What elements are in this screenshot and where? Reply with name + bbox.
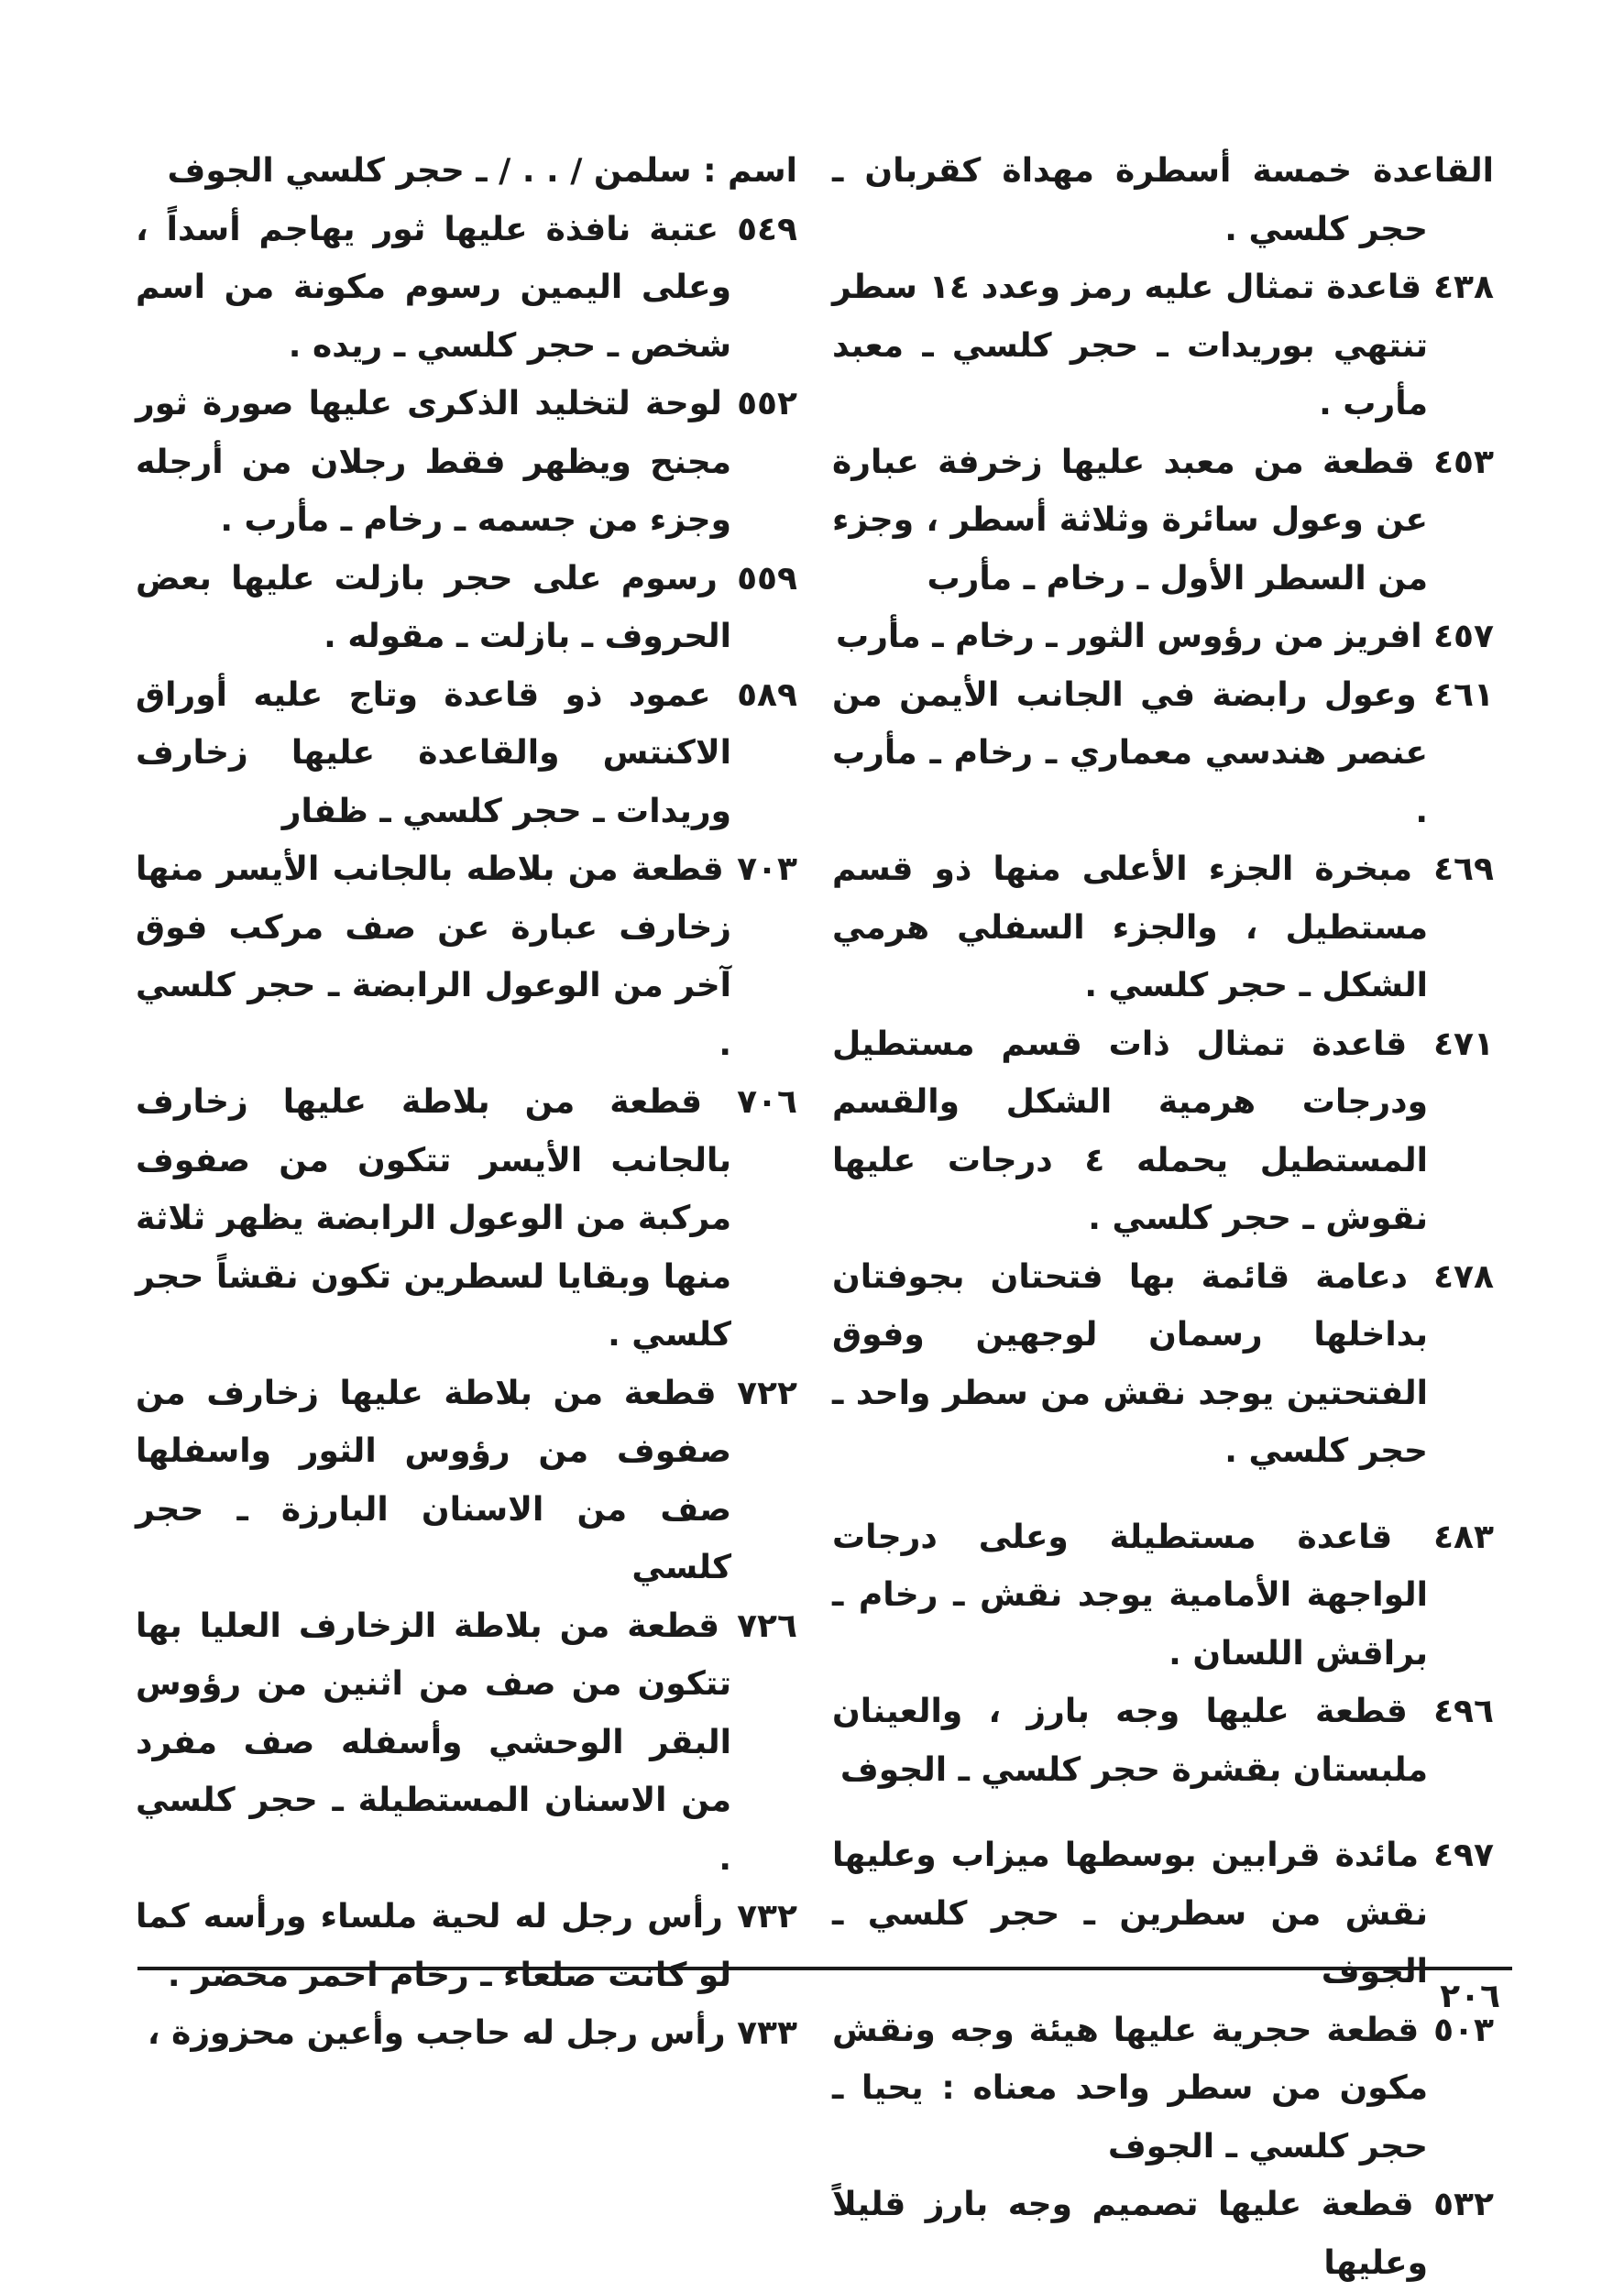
catalog-entry: ٤٨٣ قاعدة مستطيلة وعلى درجات الواجهة الأمامية يوجد نقش ـ رخام ـ براقش اللسان .	[832, 1518, 1494, 1672]
catalog-entry: ٤٥٧ افريز من رؤوس الثور ـ رخام ـ مأرب	[836, 618, 1494, 655]
catalog-entry: ٤٩٦ قطعة عليها وجه بارز ، والعينان ملبستان بقشرة حجر كلسي ـ الجوف	[832, 1693, 1494, 1789]
footer-divider	[137, 1967, 1512, 1970]
catalog-entry: ٧٣٣ رأس رجل له حاجب وأعين محزوزة ،	[147, 2014, 797, 2052]
catalog-entry: ٧٢٦ قطعة من بلاطة الزخارف العليا بها تتكون من صف من اثنين من رؤوس البقر الوحشي وأسفله صف مفرد من الاسنان المستطيلة ـ حجر كلسي .	[136, 1607, 797, 1878]
catalog-entry: ٤٦١ وعول رابضة في الجانب الأيمن من عنصر هندسي معماري ـ رخام ـ مأرب .	[832, 675, 1494, 830]
left-text-column	[136, 142, 797, 2063]
catalog-entry: ٧٠٣ قطعة من بلاطه بالجانب الأيسر منها زخارف عبارة عن صف مركب فوق آخر من الوعول الرابضة ـ حجر كلسي .	[136, 850, 797, 1063]
catalog-entry: القاعدة خمسة أسطرة مهداة كقربان ـ حجر كلسي .	[832, 152, 1494, 248]
catalog-entry: ٤٧١ قاعدة تمثال ذات قسم مستطيل ودرجات هرمية الشكل والقسم المستطيل يحمله ٤ درجات عليها نقوش ـ حجر كلسي .	[832, 1025, 1494, 1237]
catalog-entry: ٧٣٢ رأس رجل له لحية ملساء ورأسه كما لو كانت صلعاء ـ رخام احمر مخضر .	[136, 1898, 797, 1994]
catalog-entry: ٥٥٢ لوحة لتخليد الذكرى عليها صورة ثور مجنح ويظهر فقط رجلان من أرجله وجزء من جسمه ـ رخام ـ مأرب .	[136, 385, 797, 539]
catalog-entry: اسم : سلمن / . . / ـ حجر كلسي الجوف	[167, 152, 797, 190]
catalog-entry: ٤٩٧ مائدة قرابين بوسطها ميزاب وعليها نقش من سطرين ـ حجر كلسي ـ الجوف	[832, 1837, 1494, 1990]
catalog-entry: ٥٨٩ عمود ذو قاعدة وتاج عليه أوراق الاكنتس والقاعدة عليها زخارف وريدات ـ حجر كلسي ـ ظفار	[136, 675, 797, 830]
catalog-entry: ٤٧٨ دعامة قائمة بها فتحتان بجوفتان بداخلها رسمان لوجهين وفوق الفتحتين يوجد نقش من سطر واحد ـ حجر كلسي .	[832, 1257, 1494, 1470]
catalog-entry: ٥٤٩ عتبة نافذة عليها ثور يهاجم أسداً ، وعلى اليمين رسوم مكونة من اسم شخص ـ حجر كلسي ـ ريده .	[136, 210, 797, 365]
catalog-entry: ٤٣٨ قاعدة تمثال عليه رمز وعدد ١٤ سطر تنتهي بوريدات ـ حجر كلسي ـ معبد مأرب .	[832, 269, 1494, 422]
catalog-entry: ٧٢٢ قطعة من بلاطة عليها زخارف من صفوف من رؤوس الثور واسفلها صف من الاسنان البارزة ـ حجر كلسي	[136, 1374, 797, 1586]
catalog-entry: ٥٣٢ قطعة عليها تصميم وجه بارز قليلاً وعليها	[832, 2186, 1494, 2282]
catalog-entry: ٧٠٦ قطعة من بلاطة عليها زخارف بالجانب الأيسر تتكون من صفوف مركبة من الوعول الرابضة يظهر ثلاثة منها وبقايا لسطرين تكون نقشاً حجر كلسي .	[136, 1083, 797, 1354]
page-number: ٢٠٦	[1440, 1978, 1500, 2015]
catalog-entry: ٤٥٣ قطعة من معبد عليها زخرفة عبارة عن وعول سائرة وثلاثة أسطر ، وجزء من السطر الأول ـ رخام ـ مأرب	[832, 443, 1494, 598]
catalog-entry: ٤٦٩ مبخرة الجزء الأعلى منها ذو قسم مستطيل ، والجزء السفلي هرمي الشكل ـ حجر كلسي .	[832, 850, 1494, 1004]
catalog-entry: ٥٠٣ قطعة حجرية عليها هيئة وجه ونقش مكون من سطر واحد معناه : يحيا ـ حجر كلسي ـ الجوف	[832, 2011, 1494, 2166]
catalog-entry: ٥٥٩ رسوم على حجر بازلت عليها بعض الحروف ـ بازلت ـ مقوله .	[136, 559, 797, 655]
